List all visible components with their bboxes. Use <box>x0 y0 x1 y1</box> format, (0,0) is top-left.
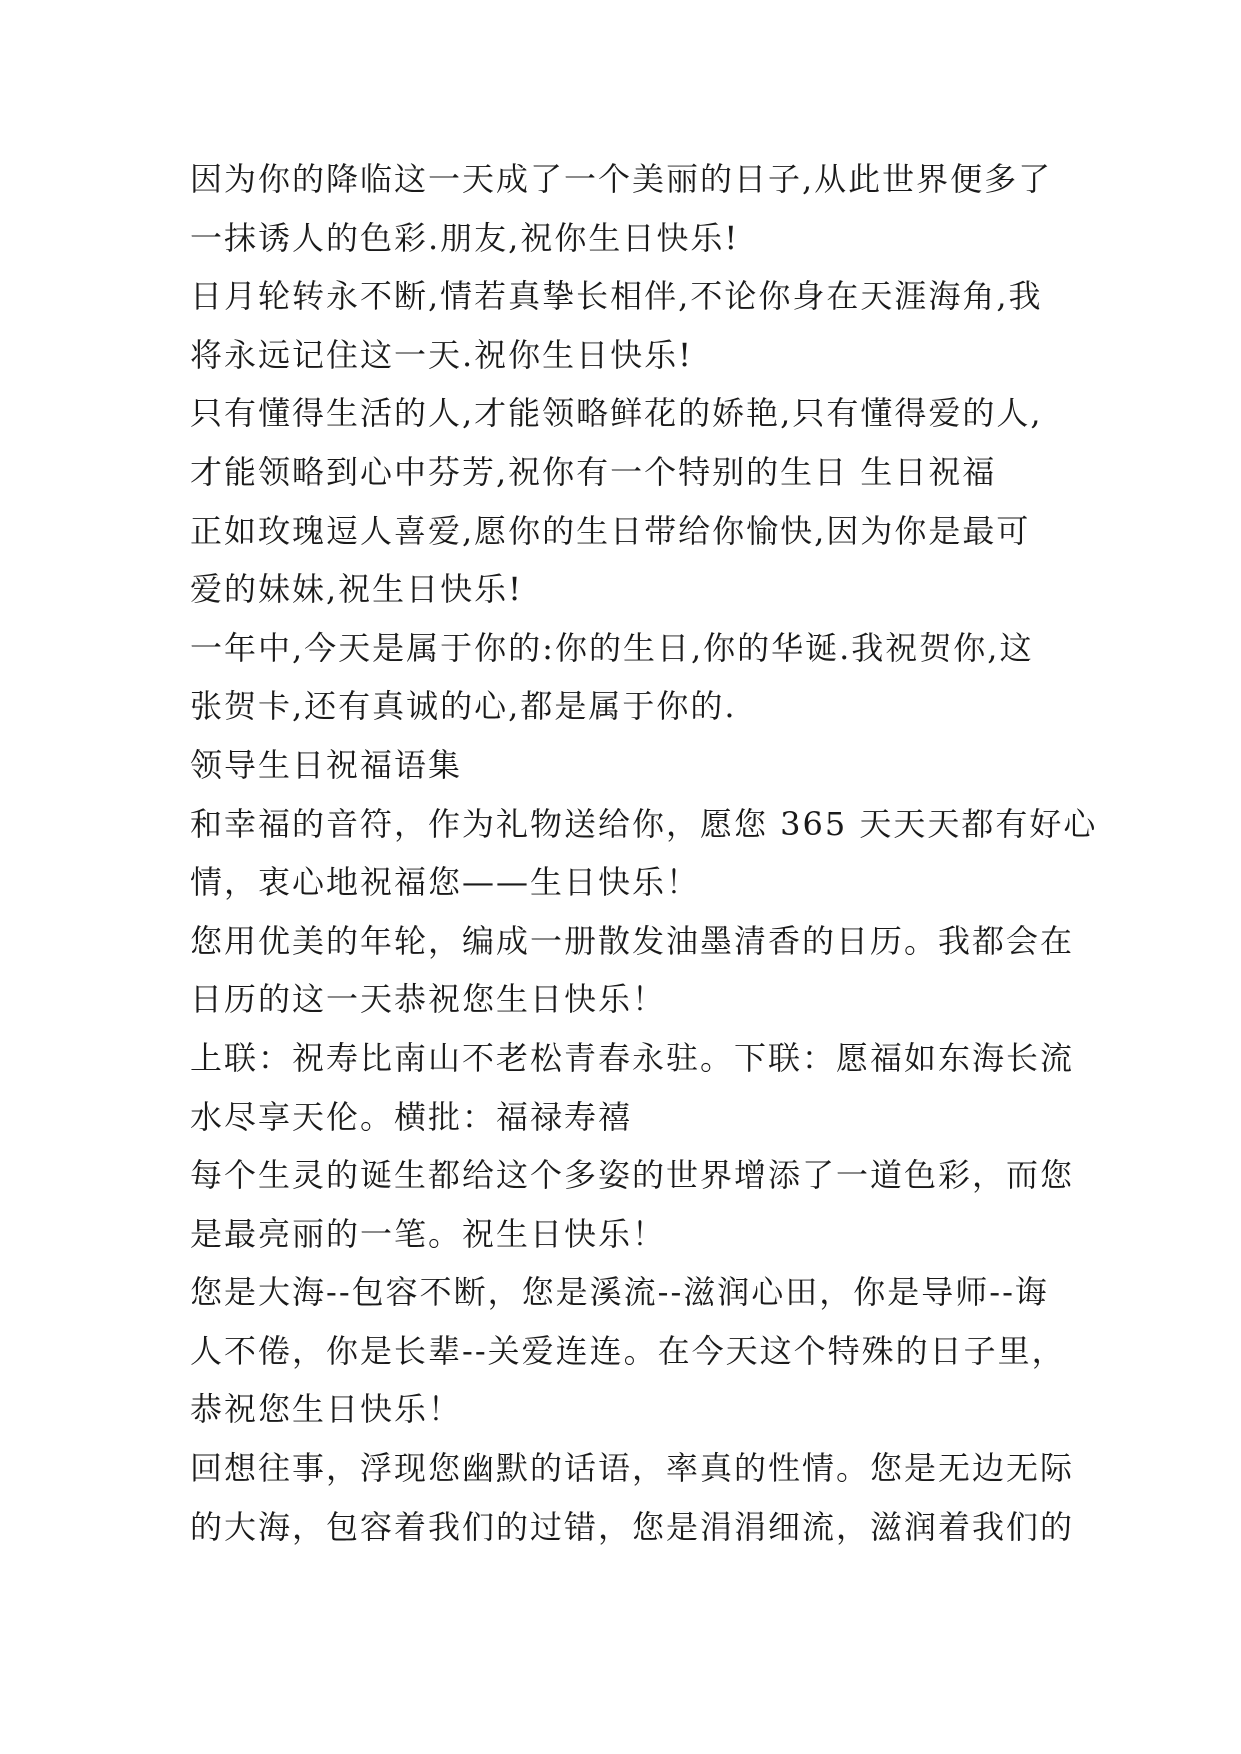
text-line: 的大海，包容着我们的过错，您是涓涓细流，滋润着我们的 <box>190 1507 1075 1546</box>
text-line: 和幸福的音符，作为礼物送给你，愿您 365 天天天都有好心 <box>190 804 1098 843</box>
text-line: 回想往事，浮现您幽默的话语，率真的性情。您是无边无际 <box>190 1449 1075 1488</box>
text-line: 是最亮丽的一笔。祝生日快乐！ <box>190 1214 667 1253</box>
text-line: 张贺卡,还有真诚的心,都是属于你的. <box>190 687 737 726</box>
text-line: 爱的妹妹,祝生日快乐! <box>190 570 524 609</box>
text-line: 只有懂得生活的人,才能领略鲜花的娇艳,只有懂得爱的人, <box>190 394 1043 433</box>
text-line: 才能领略到心中芬芳,祝你有一个特别的生日 生日祝福 <box>190 452 997 491</box>
text-line: 一抹诱人的色彩.朋友,祝你生日快乐! <box>190 218 740 257</box>
text-line: 日月轮转永不断,情若真挚长相伴,不论你身在天涯海角,我 <box>190 277 1043 316</box>
text-line: 水尽享天伦。横批：福禄寿禧 <box>190 1097 633 1136</box>
text-line: 恭祝您生日快乐！ <box>190 1390 463 1429</box>
document-body <box>190 150 1098 1556</box>
text-line: 每个生灵的诞生都给这个多姿的世界增添了一道色彩，而您 <box>190 1156 1075 1195</box>
text-line: 日历的这一天恭祝您生日快乐！ <box>190 980 667 1019</box>
text-line: 上联：祝寿比南山不老松青春永驻。下联：愿福如东海长流 <box>190 1038 1075 1077</box>
text-line: 一年中,今天是属于你的:你的生日,你的华诞.我祝贺你,这 <box>190 628 1034 667</box>
text-line: 人不倦，你是长辈--关爱连连。在今天这个特殊的日子里， <box>190 1331 1066 1370</box>
text-line: 情，衷心地祝福您——生日快乐！ <box>190 863 701 902</box>
section-heading: 领导生日祝福语集 <box>190 745 463 784</box>
text-line: 因为你的降临这一天成了一个美丽的日子,从此世界便多了 <box>190 160 1053 198</box>
text-line: 正如玫瑰逗人喜爱,愿你的生日带给你愉快,因为你是最可 <box>190 511 1031 550</box>
text-line: 您是大海--包容不断，您是溪流--滋润心田，你是导师--诲 <box>190 1273 1049 1312</box>
text-line: 您用优美的年轮，编成一册散发油墨清香的日历。我都会在 <box>190 921 1075 960</box>
text-line: 将永远记住这一天.祝你生日快乐! <box>190 335 694 374</box>
